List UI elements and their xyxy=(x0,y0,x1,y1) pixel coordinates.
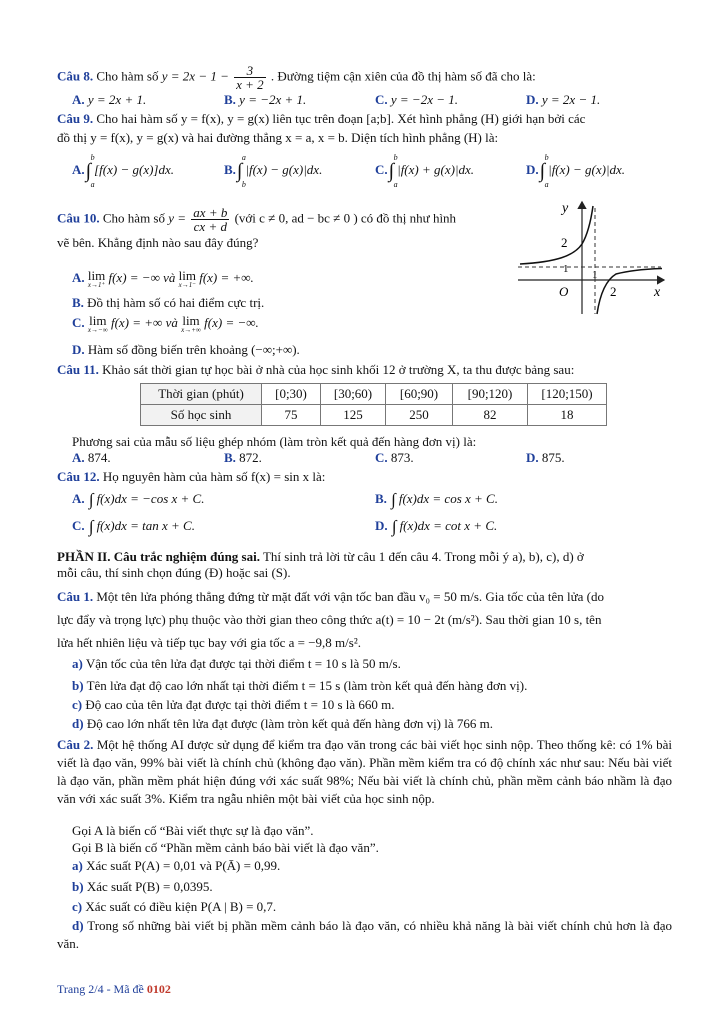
integral-lower: b xyxy=(241,180,246,189)
q10-func-lhs: y = xyxy=(168,210,187,226)
q8-label: Câu 8. xyxy=(57,68,94,84)
integral-upper: b xyxy=(90,153,95,162)
item-text: Tên lửa đạt độ cao lớn nhất tại thời điểm t = 15 s (làm tròn kết quả đến hàng đơn vị). xyxy=(86,678,528,693)
option-text: 872. xyxy=(239,450,262,465)
option-text: y = 2x − 1. xyxy=(541,92,601,107)
integral-lower: a xyxy=(544,180,549,189)
p2q2-item-a xyxy=(72,858,280,874)
option-label: B. xyxy=(224,161,236,177)
table-cell: [90;120) xyxy=(453,384,528,405)
item-text: Xác suất P(B) = 0,0395. xyxy=(86,879,213,894)
table-header: Thời gian (phút) xyxy=(141,384,262,405)
q11-option-b xyxy=(224,450,262,466)
q10-line2: vẽ bên. Khẳng định nào sau đây đúng? xyxy=(57,235,259,250)
integral-lower: a xyxy=(90,180,95,189)
option-text: y = −2x + 1. xyxy=(239,92,307,107)
integral-sign: ∫ xyxy=(391,517,397,536)
p2q2-paragraph xyxy=(57,736,672,808)
q11-option-c xyxy=(375,450,414,466)
q12-option-b xyxy=(375,490,498,510)
table-cell: 250 xyxy=(386,405,453,426)
table-cell: 75 xyxy=(262,405,321,426)
option-label: A. xyxy=(72,92,85,107)
option-label: D. xyxy=(526,450,539,465)
p2q1-line3: lửa hết nhiên liệu và tiếp tục bay với gia tốc a = −9,8 m/s². xyxy=(57,635,361,650)
q10-func-num: ax + b xyxy=(193,205,228,220)
q8-func-num: 3 xyxy=(234,64,266,78)
limit xyxy=(179,270,196,289)
table-cell: [0;30) xyxy=(262,384,321,405)
limit-sub: x→1⁺ xyxy=(87,281,106,289)
item-text: Độ cao của tên lửa đạt được tại thời điểm t = 10 s là 660 m. xyxy=(85,697,395,712)
p2q1-item-c xyxy=(72,697,395,713)
integral-sign: ∫ xyxy=(88,490,94,509)
q9-option-b xyxy=(224,153,323,189)
q10-option-c xyxy=(72,315,259,334)
p2q1-item-b xyxy=(72,678,527,694)
q10-option-b xyxy=(72,295,264,311)
integral-sign: ∫ xyxy=(391,490,396,509)
q12-label: Câu 12. xyxy=(57,469,100,484)
tick-x1: 1 xyxy=(592,269,598,281)
limit-expr: f(x) = +∞ và xyxy=(110,315,178,330)
curve-right-branch xyxy=(597,269,662,315)
table-row xyxy=(141,405,607,426)
q9-line1 xyxy=(57,111,585,127)
item-text: Xác suất có điều kiện P(A | B) = 0,7. xyxy=(85,899,277,914)
limit-sub: x→−∞ xyxy=(87,326,108,334)
option-text: f(x)dx = cos x + C. xyxy=(398,490,498,506)
x-axis-label: x xyxy=(654,285,661,300)
p2q1-label: Câu 1. xyxy=(57,589,94,604)
option-text: |f(x) − g(x)|dx. xyxy=(548,161,626,177)
limit-expr: f(x) = +∞. xyxy=(199,270,254,285)
part2-title: PHẦN II. Câu trắc nghiệm đúng sai. xyxy=(57,549,260,564)
option-label: C. xyxy=(375,450,388,465)
integral-sign: ∫ b a xyxy=(388,153,398,189)
q12-option-a xyxy=(72,490,204,510)
integral-upper: b xyxy=(544,153,549,162)
table-row xyxy=(141,384,607,405)
q11-label: Câu 11. xyxy=(57,362,99,377)
part2-heading xyxy=(57,549,584,565)
limit-word: lim xyxy=(182,313,200,328)
item-label: d) xyxy=(72,918,84,933)
option-text: 875. xyxy=(541,450,565,465)
option-text: y = −2x − 1. xyxy=(390,92,458,107)
item-text: Độ cao lớn nhất tên lửa đạt được (làm tròn kết quả đến hàng đơn vị) là 766 m. xyxy=(86,716,494,731)
option-text: 874. xyxy=(87,450,111,465)
limit-word: lim xyxy=(89,313,107,328)
q11-frequency-table xyxy=(140,383,607,426)
limit-expr: f(x) = −∞ và xyxy=(108,270,176,285)
item-label: a) xyxy=(72,858,83,873)
item-label: a) xyxy=(72,656,83,671)
option-label: B. xyxy=(224,450,236,465)
y-axis-label: y xyxy=(562,201,569,216)
q11-stem xyxy=(57,362,574,378)
option-text: f(x)dx = cot x + C. xyxy=(399,517,498,533)
q8-stem-a: Cho hàm số xyxy=(96,68,159,84)
option-text: f(x)dx = tan x + C. xyxy=(96,517,195,533)
q9-line2: đồ thị y = f(x), y = g(x) và hai đường thẳng x = a, x = b. Diện tích hình phẳng (H) là: xyxy=(57,130,499,145)
limit xyxy=(88,315,108,334)
q9-line1-text: Cho hai hàm số y = f(x), y = g(x) liên tục trên đoạn [a;b]. Xét hình phẳng (H) giới hạn bởi các xyxy=(96,111,586,126)
option-label: D. xyxy=(72,342,85,357)
p2q1-line1-text: Một tên lửa phóng thẳng đứng từ mặt đất với vận tốc ban đầu v₀ = 50 m/s. Gia tốc của tên lửa (do xyxy=(96,589,604,604)
integral-upper: b xyxy=(393,153,398,162)
integral-sign: ∫ a b xyxy=(236,153,246,189)
part2-intro-b: mỗi câu, thí sinh chọn đúng (Đ) hoặc sai (S). xyxy=(57,565,291,580)
page-footer xyxy=(57,982,171,997)
q11-question: Phương sai của mẫu số liệu ghép nhóm (làm tròn kết quả đến hàng đơn vị) là: xyxy=(72,434,477,449)
option-label: D. xyxy=(526,92,539,107)
p2q2-event-a: Gọi A là biến cố “Bài viết thực sự là đạo văn”. xyxy=(72,823,314,838)
item-text: Vận tốc của tên lửa đạt được tại thời điểm t = 10 s là 50 m/s. xyxy=(85,656,401,671)
option-label: D. xyxy=(375,517,388,533)
q8-option-b xyxy=(224,92,306,108)
p2q2-event-b: Gọi B là biến cố “Phần mềm cảnh báo bài viết là đạo văn”. xyxy=(72,840,379,855)
q8-stem-b: . Đường tiệm cận xiên của đồ thị hàm số đã cho là: xyxy=(270,68,536,84)
q10-stem xyxy=(57,206,456,233)
option-label: C. xyxy=(375,92,388,107)
q9-option-a xyxy=(72,153,175,189)
option-text: |f(x) + g(x)|dx. xyxy=(397,161,475,177)
table-cell: 125 xyxy=(321,405,386,426)
item-label: c) xyxy=(72,697,83,712)
q12-option-c xyxy=(72,517,195,537)
item-text: Trong số những bài viết bị phần mềm cảnh báo là đạo văn, có nhiều khả năng là bài viết chính chủ hơn là đạo văn. xyxy=(57,918,673,951)
q11-stem-text: Khảo sát thời gian tự học bài ở nhà của học sinh khối 12 ở trường X, ta thu được bảng sau: xyxy=(102,362,575,377)
q12-stem-text: Họ nguyên hàm của hàm số f(x) = sin x là: xyxy=(102,469,326,484)
table-cell: [30;60) xyxy=(321,384,386,405)
p2q1-line1 xyxy=(57,589,604,605)
option-label: D. xyxy=(526,161,539,177)
tick-y2: 2 xyxy=(561,235,568,250)
q8-option-c xyxy=(375,92,458,108)
table-cell: 82 xyxy=(453,405,528,426)
option-text: 873. xyxy=(390,450,414,465)
item-label: d) xyxy=(72,716,84,731)
limit-sub: x→+∞ xyxy=(181,326,201,334)
option-label: A. xyxy=(72,161,85,177)
p2q2-item-c xyxy=(72,899,276,915)
integral-lower: a xyxy=(393,180,398,189)
q10-func-den: cx + d xyxy=(193,219,227,234)
limit xyxy=(181,315,201,334)
p2q2-label: Câu 2. xyxy=(57,737,94,752)
integral-sign: ∫ xyxy=(88,517,94,536)
limit-word: lim xyxy=(178,268,196,283)
q9-label: Câu 9. xyxy=(57,111,94,126)
option-label: B. xyxy=(375,490,387,506)
footer-text: Trang 2/4 - Mã đề xyxy=(57,982,144,996)
q12-stem xyxy=(57,469,325,485)
q10-graph xyxy=(516,198,666,316)
q11-option-d xyxy=(526,450,565,466)
option-label: C. xyxy=(72,315,85,330)
item-label: b) xyxy=(72,678,84,693)
table-cell: [60;90) xyxy=(386,384,453,405)
option-text: |f(x) − g(x)|dx. xyxy=(245,161,323,177)
option-label: C. xyxy=(72,517,85,533)
p2q1-item-d xyxy=(72,716,493,732)
limit-sub: x→1⁻ xyxy=(178,281,196,289)
table-header: Số học sinh xyxy=(141,405,262,426)
origin-label: O xyxy=(559,284,569,299)
q10-fraction xyxy=(191,206,229,233)
q8-stem xyxy=(57,64,536,91)
option-label: A. xyxy=(72,490,85,506)
p2q2-para-text: Một hệ thống AI được sử dụng để kiểm tra đạo văn trong các bài viết học sinh nộp. Theo thống kê: có 1% bài viết là đạo văn, 99% bài viết là chính chủ (không đạo văn). Phần mềm kiểm tra có độ chính xác như sau: Nếu bài viết là đạo văn, phần mềm phát hiện đúng với xác suất 98%; Nếu bài viết là chính chủ, phần mềm cảnh báo nhầm là đạo văn với xác suất 3%. Kiểm tra ngẫu nhiên một bài viết của học sinh nộp. xyxy=(57,737,672,806)
option-label: A. xyxy=(72,270,85,285)
p2q2-item-d xyxy=(57,917,672,953)
table-cell: 18 xyxy=(528,405,607,426)
q9-option-c xyxy=(375,153,475,189)
limit-word: lim xyxy=(87,268,106,283)
q11-option-a xyxy=(72,450,111,466)
p2q1-item-a xyxy=(72,656,401,672)
table-cell: [120;150) xyxy=(528,384,607,405)
q10-stem-a: Cho hàm số xyxy=(102,210,165,226)
integral-upper: a xyxy=(241,153,246,162)
q10-label: Câu 10. xyxy=(57,210,100,226)
q8-func-den: x + 2 xyxy=(236,77,264,92)
tick-x2: 2 xyxy=(610,284,617,299)
option-text: y = 2x + 1. xyxy=(87,92,147,107)
integral-sign: ∫ b a xyxy=(85,153,95,189)
option-text: f(x)dx = −cos x + C. xyxy=(96,490,205,506)
item-text: Xác suất P(A) = 0,01 và P(Ā) = 0,99. xyxy=(86,858,281,873)
limit-expr: f(x) = −∞. xyxy=(204,315,259,330)
item-label: b) xyxy=(72,879,84,894)
option-label: B. xyxy=(72,295,84,310)
option-text: [f(x) − g(x)]dx. xyxy=(94,161,175,177)
option-label: B. xyxy=(224,92,236,107)
q10-option-d xyxy=(72,342,300,358)
option-label: A. xyxy=(72,450,85,465)
option-text: Hàm số đồng biến trên khoảng (−∞;+∞). xyxy=(87,342,300,357)
limit xyxy=(88,270,105,289)
q8-fraction xyxy=(234,64,266,91)
q8-option-a xyxy=(72,92,146,108)
option-label: C. xyxy=(375,161,388,177)
q8-func-lhs: y = 2x − 1 − xyxy=(161,68,229,84)
integral-sign: ∫ b a xyxy=(539,153,549,189)
p2q2-item-b xyxy=(72,879,213,895)
q8-option-d xyxy=(526,92,600,108)
tick-y1: 1 xyxy=(563,263,569,275)
q12-option-d xyxy=(375,517,497,537)
p2q1-line2: lực đẩy và trọng lực) phụ thuộc vào thời gian theo công thức a(t) = 10 − 2t (m/s²). Sau thời gian 10 s, tên xyxy=(57,612,602,627)
part2-intro-a: Thí sinh trả lời từ câu 1 đến câu 4. Trong mỗi ý a), b), c), d) ở xyxy=(262,549,584,564)
item-label: c) xyxy=(72,899,83,914)
option-text: Đồ thị hàm số có hai điểm cực trị. xyxy=(87,295,265,310)
exam-code: 0102 xyxy=(146,982,171,996)
q10-option-a xyxy=(72,270,254,289)
q9-option-d xyxy=(526,153,626,189)
q10-stem-b: (với c ≠ 0, ad − bc ≠ 0 ) có đồ thị như hình xyxy=(234,210,457,226)
